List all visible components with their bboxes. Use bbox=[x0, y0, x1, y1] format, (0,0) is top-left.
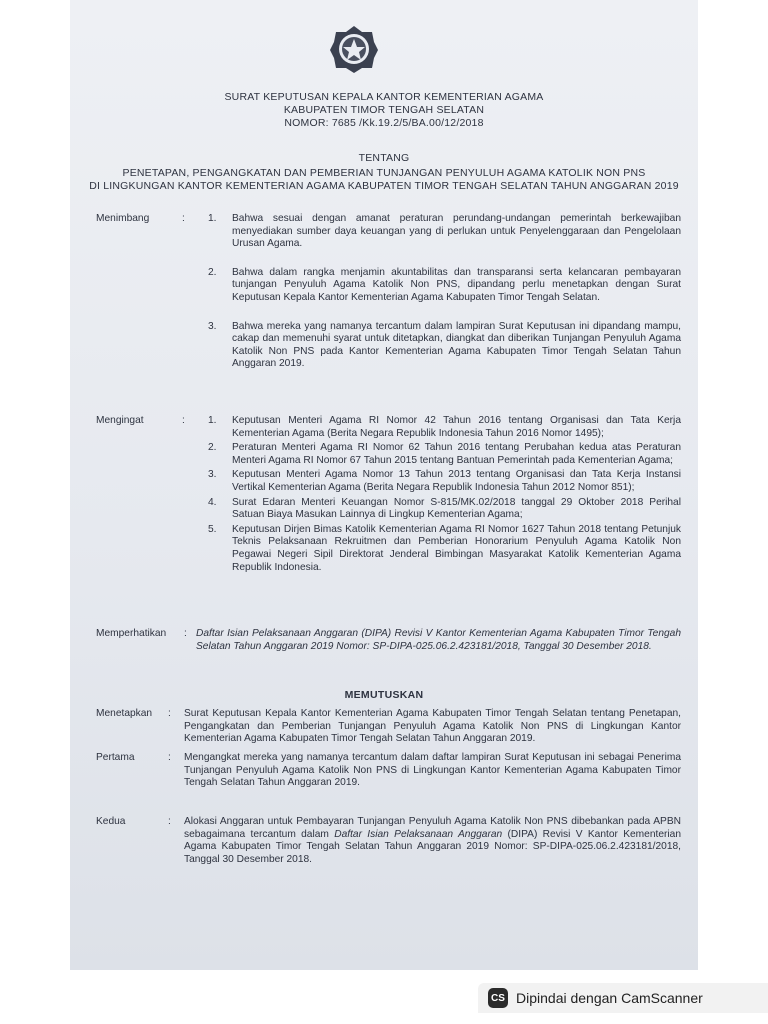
mengingat-item-3 bbox=[204, 469, 681, 494]
item-number: 1. bbox=[208, 415, 217, 426]
subject-line-1: PENETAPAN, PENGANGKATAN DAN PEMBERIAN TUNJANGAN PENYULUH AGAMA KATOLIK NON PNS bbox=[122, 167, 646, 179]
document-subject bbox=[70, 152, 698, 193]
document-heading bbox=[70, 91, 698, 130]
mengingat-item-4 bbox=[204, 497, 681, 522]
item-text: Bahwa mereka yang namanya tercantum dalam lampiran Surat Keputusan ini dipandang mampu, cakap dan memenuhi syarat untuk ditetapkan, diangkat dan diberikan Tunjangan Penyuluh Agama Katolik Non PNS pada Kantor Kementerian Agama Kabupaten Timor Tengah Selatan Tahun Anggaran 2019. bbox=[232, 320, 681, 370]
menetapkan-colon: : bbox=[168, 708, 171, 719]
memperhatikan-colon: : bbox=[184, 628, 187, 639]
subject-line-2: DI LINGKUNGAN KANTOR KEMENTERIAN AGAMA KABUPATEN TIMOR TENGAH SELATAN TAHUN ANGGARAN 2019 bbox=[89, 180, 679, 192]
item-number: 3. bbox=[208, 320, 217, 332]
menetapkan-text: Surat Keputusan Kepala Kantor Kementerian Agama Kabupaten Timor Tengah Selatan tentang Penetapan, Pengangkatan dan Pemberian Tunjangan Penyuluh Agama Katolik Non PNS di Lingkungan Kantor Kementerian Agama Kabupaten Timor Tengah Selatan Tahun Anggaran 2019. bbox=[184, 708, 681, 745]
menimbang-label: Menimbang bbox=[96, 213, 150, 224]
item-number: 5. bbox=[208, 523, 217, 535]
menetapkan-label: Menetapkan bbox=[96, 708, 153, 719]
item-text: Keputusan Menteri Agama Nomor 13 Tahun 2013 tentang Organisasi dan Tata Kerja Instansi Vertikal Kementerian Agama (Berita Negara Republik Indonesia Tahun 2012 Nomor 851); bbox=[232, 469, 681, 493]
menimbang-item-1 bbox=[204, 213, 681, 251]
menimbang-items bbox=[204, 213, 681, 371]
item-text: Peraturan Menteri Agama RI Nomor 62 Tahun 2016 tentang Perubahan kedua atas Peraturan Menteri Agama RI Nomor 67 Tahun 2015 tentang Bantuan Pemerintah pada Kementerian Agama; bbox=[232, 442, 681, 466]
mengingat-item-1 bbox=[204, 415, 681, 440]
mengingat-item-2 bbox=[204, 442, 681, 467]
item-text: Keputusan Dirjen Bimas Katolik Kementerian Agama RI Nomor 1627 Tahun 2018 tentang Petunjuk Teknis Pelaksanaan Rekruitmen dan Pemberian Honorarium Penyuluh Agama Katolik Non Pegawai Negeri Sipil Direktorat Jenderal Bimbingan Masyarakat Katolik Kementerian Agama Republik Indonesia. bbox=[232, 523, 681, 573]
item-number: 2. bbox=[208, 442, 217, 454]
item-text: Bahwa sesuai dengan amanat peraturan perundang-undangan pemerintah berkewajiban menyediakan sumber daya keuangan yang di perlukan untuk Penyelenggaraan dan Pengelolaan Urusan Agama. bbox=[232, 213, 681, 250]
menimbang-colon: : bbox=[182, 213, 185, 224]
mengingat-colon: : bbox=[182, 415, 185, 426]
kemenag-emblem-icon bbox=[328, 24, 380, 74]
heading-line-1: SURAT KEPUTUSAN KEPALA KANTOR KEMENTERIAN AGAMA bbox=[224, 91, 544, 103]
item-number: 1. bbox=[208, 213, 217, 224]
item-text: Surat Edaran Menteri Keuangan Nomor S-815/MK.02/2018 tanggal 29 Oktober 2018 Perihal Satuan Biaya Masukan Lainnya di Lingkup Kementerian Agama; bbox=[232, 496, 681, 521]
heading-number: NOMOR: 7685 /Kk.19.2/5/BA.00/12/2018 bbox=[284, 117, 484, 129]
item-number: 3. bbox=[208, 469, 217, 481]
kedua-text-part-a: Alokasi Anggaran untuk Pembayaran Tunjangan Penyuluh Agama Katolik Non PNS dibebankan pada APBN sebagaimana tercantum dalam bbox=[184, 816, 681, 840]
kedua-text bbox=[184, 816, 681, 866]
memperhatikan-text: Daftar Isian Pelaksanaan Anggaran (DIPA) Revisi V Kantor Kementerian Agama Kabupaten Timor Tengah Selatan Tahun Anggaran 2019 Nomor: SP-DIPA-025.06.2.423181/2018, Tanggal 30 Desember 2018. bbox=[196, 628, 681, 652]
menimbang-item-2 bbox=[204, 267, 681, 305]
kedua-text-part-b: (DIPA) Revisi V Kantor Kementerian Agama Kabupaten Timor Tengah Selatan Tahun Anggaran 2019 Nomor: SP-DIPA-025.06.2.423181/2018, Tanggal 30 Desember 2018. bbox=[184, 828, 681, 865]
pertama-colon: : bbox=[168, 752, 171, 763]
camscanner-watermark bbox=[478, 983, 768, 1013]
pertama-label: Pertama bbox=[96, 752, 135, 763]
menimbang-item-3 bbox=[204, 321, 681, 371]
mengingat-label: Mengingat bbox=[96, 415, 144, 426]
document-page bbox=[70, 0, 698, 970]
kedua-colon: : bbox=[168, 816, 171, 827]
pertama-text: Mengangkat mereka yang namanya tercantum dalam daftar lampiran Surat Keputusan ini sebagai Penerima Tunjangan Penyuluh Agama Katolik Non PNS di Lingkungan Kantor Kementerian Agama Kabupaten Timor Tengah Selatan Tahun Anggaran 2019. bbox=[184, 752, 681, 789]
item-text: Bahwa dalam rangka menjamin akuntabilitas dan transparansi serta kelancaran pembayaran tunjangan Penyuluh Agama Katolik Non PNS, dipandang perlu menetapkan dengan Surat Keputusan Kepala Kantor Kementerian Agama Kabupaten Timor Tengah Selatan. bbox=[232, 266, 681, 303]
mengingat-items bbox=[204, 415, 681, 574]
heading-line-2: KABUPATEN TIMOR TENGAH SELATAN bbox=[283, 104, 485, 116]
item-number: 4. bbox=[208, 496, 217, 508]
camscanner-logo-icon: CS bbox=[488, 988, 508, 1008]
mengingat-item-5 bbox=[204, 524, 681, 574]
kedua-text-italic: Daftar Isian Pelaksanaan Anggaran bbox=[334, 828, 503, 840]
camscanner-label: Dipindai dengan CamScanner bbox=[516, 990, 703, 1006]
kedua-label: Kedua bbox=[96, 816, 126, 827]
item-number: 2. bbox=[208, 266, 217, 278]
memperhatikan-label: Memperhatikan bbox=[96, 628, 167, 639]
memutuskan-heading: MEMUTUSKAN bbox=[344, 689, 424, 701]
item-text: Keputusan Menteri Agama RI Nomor 42 Tahun 2016 tentang Organisasi dan Tata Kerja Kementerian Agama (Berita Negara Republik Indonesia Tahun 2016 Nomor 1495); bbox=[232, 415, 681, 439]
tentang-label: TENTANG bbox=[358, 152, 410, 164]
